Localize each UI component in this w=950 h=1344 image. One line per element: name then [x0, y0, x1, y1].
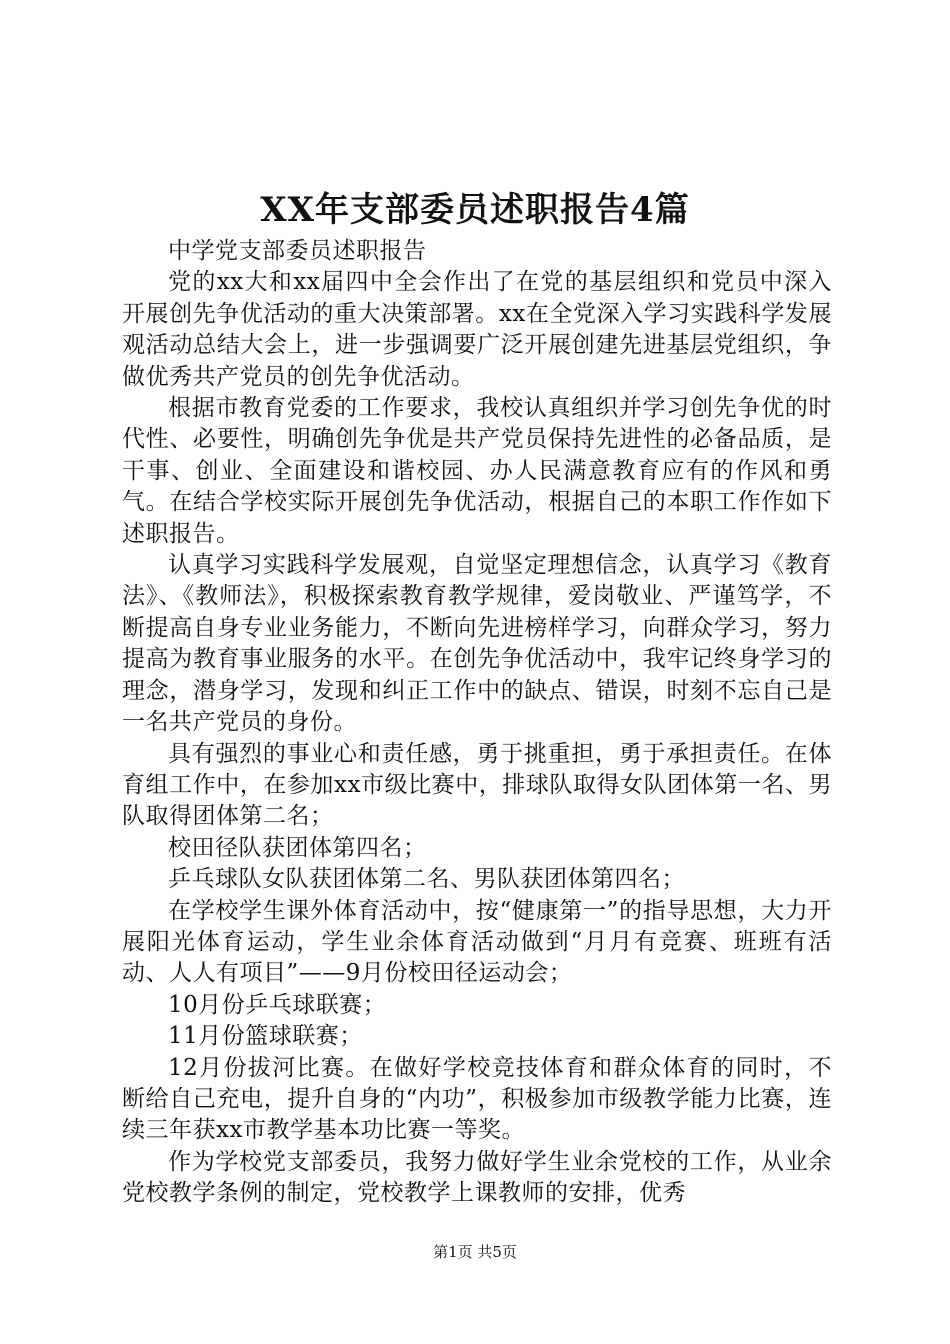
paragraph: 在学校学生课外体育活动中，按“健康第一”的指导思想，大力开展阳光体育运动，学生业余体育活动做到“月月有竞赛、班班有活动、人人有项目”——9月份校田径运动会； — [122, 897, 832, 987]
paragraph: 乒乓球队女队获团体第二名、男队获团体第四名； — [168, 866, 685, 893]
paragraph: 根据市教育党委的工作要求，我校认真组织并学习创先争优的时代性、必要性，明确创先争优是共产党员保持先进性的必备品质，是干事、创业、全面建设和谐校园、办人民满意教育应有的作风和勇气。在结合学校实际开展创先争优活动，根据自己的本职工作作如下述职报告。 — [122, 395, 832, 547]
page-number-footer: 第1页 共5页 — [433, 1243, 517, 1261]
paragraph: 党的xx大和xx届四中全会作出了在党的基层组织和党员中深入开展创先争优活动的重大决策部署。xx在全党深入学习实践科学发展观活动总结大会上，进一步强调要广泛开展创建先进基层党组织，争做优秀共产党员的创先争优活动。 — [122, 269, 832, 390]
paragraph: 作为学校党支部委员，我努力做好学生业余党校的工作，从业余党校教学条例的制定，党校教学上课教师的安排，优秀 — [122, 1148, 832, 1207]
paragraph: 10月份乒乓球联赛； — [168, 991, 387, 1018]
document-body — [122, 236, 832, 1210]
document-title: XX年支部委员述职报告4篇 — [260, 190, 690, 230]
paragraph: 11月份篮球联赛； — [168, 1023, 363, 1050]
paragraph: 校田径队获团体第四名； — [168, 834, 427, 861]
paragraph: 认真学习实践科学发展观，自觉坚定理想信念，认真学习《教育法》、《教师法》，积极探索教育教学规律，爱岗敬业、严谨笃学，不断提高自身专业业务能力，不断向先进榜样学习，向群众学习，努力提高为教育事业服务的水平。在创先争优活动中，我牢记终身学习的理念，潜身学习，发现和纠正工作中的缺点、错误，时刻不忘自己是一名共产党员的身份。 — [122, 552, 832, 736]
paragraph: 中学党支部委员述职报告 — [168, 238, 427, 264]
paragraph: 具有强烈的事业心和责任感，勇于挑重担，勇于承担责任。在体育组工作中，在参加xx市级比赛中，排球队取得女队团体第一名、男队取得团体第二名； — [122, 740, 832, 830]
paragraph: 12月份拔河比赛。在做好学校竞技体育和群众体育的同时，不断给自己充电，提升自身的“内功”，积极参加市级教学能力比赛，连续三年获xx市教学基本功比赛一等奖。 — [122, 1054, 832, 1144]
